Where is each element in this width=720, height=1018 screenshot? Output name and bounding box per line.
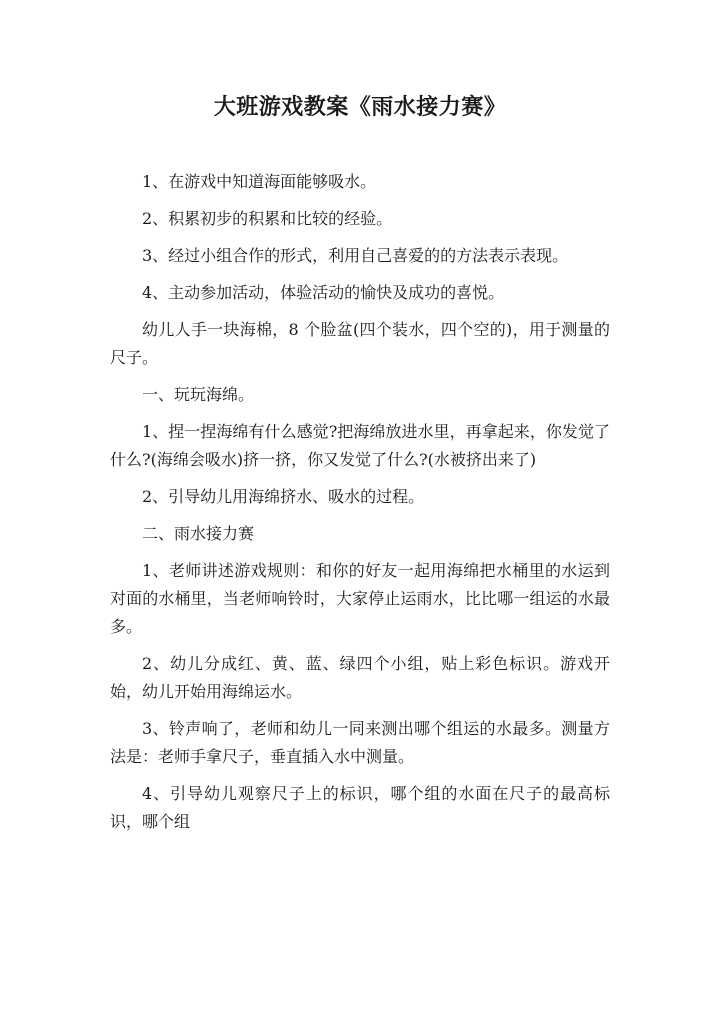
paragraph: 4、主动参加活动，体验活动的愉快及成功的喜悦。 bbox=[142, 283, 505, 302]
paragraph: 3、铃声响了，老师和幼儿一同来测出哪个组运的水最多。测量方法是：老师手拿尺子，垂直插入水中测量。 bbox=[110, 719, 610, 766]
paragraph: 1、捏一捏海绵有什么感觉?把海绵放进水里，再拿起来，你发觉了什么?(海绵会吸水)挤一挤，你又发觉了什么?(水被挤出来了) bbox=[110, 422, 610, 469]
paragraph: 1、在游戏中知道海面能够吸水。 bbox=[142, 172, 377, 191]
document-body bbox=[110, 168, 610, 845]
paragraph: 2、引导幼儿用海绵挤水、吸水的过程。 bbox=[142, 487, 425, 506]
paragraph: 幼儿人手一块海棉，8 个脸盆(四个装水，四个空的)，用于测量的尺子。 bbox=[110, 320, 610, 367]
paragraph: 3、经过小组合作的形式，利用自己喜爱的的方法表示表现。 bbox=[142, 246, 569, 265]
section-heading: 一、玩玩海绵。 bbox=[142, 385, 255, 404]
paragraph: 1、老师讲述游戏规则：和你的好友一起用海绵把水桶里的水运到对面的水桶里，当老师响铃时，大家停止运雨水，比比哪一组运的水最多。 bbox=[110, 561, 610, 636]
document-title: 大班游戏教案《雨水接力赛》 bbox=[213, 94, 507, 120]
paragraph: 2、幼儿分成红、黄、蓝、绿四个小组，贴上彩色标识。游戏开始，幼儿开始用海绵运水。 bbox=[110, 654, 610, 701]
paragraph: 4、引导幼儿观察尺子上的标识，哪个组的水面在尺子的最高标识，哪个组 bbox=[110, 784, 610, 831]
paragraph: 2、积累初步的积累和比较的经验。 bbox=[142, 209, 393, 228]
section-heading: 二、雨水接力赛 bbox=[142, 524, 255, 543]
